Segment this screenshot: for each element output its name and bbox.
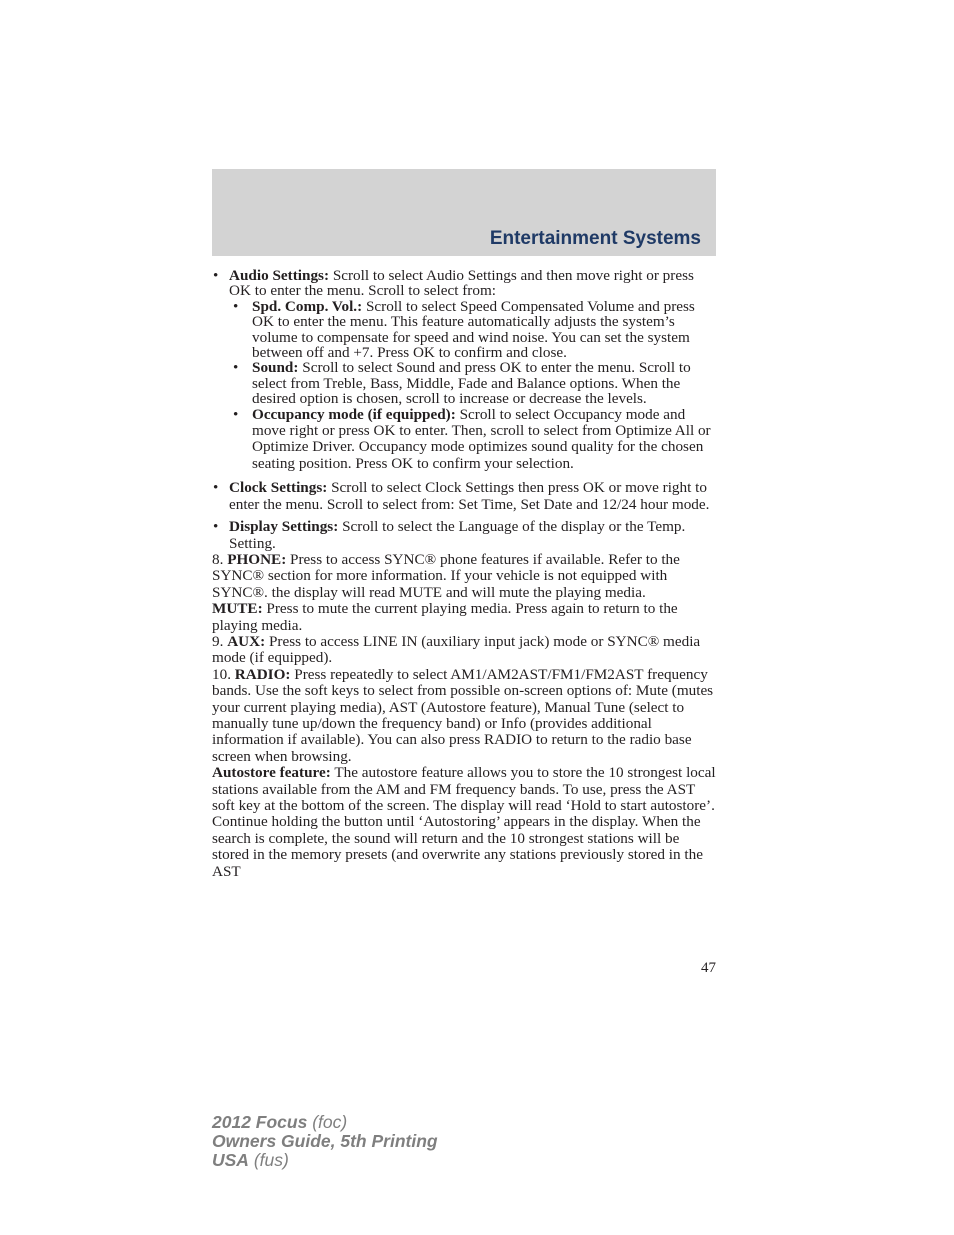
item-label: Sound: (252, 359, 299, 377)
list-item-spd-comp-vol (229, 299, 716, 361)
item-label: Occupancy mode (if equipped): (252, 405, 456, 423)
item-label: Display Settings: (229, 518, 339, 536)
item-text: Press to mute the current playing media. Press again to return to the playing media. (212, 600, 678, 634)
item-text: Scroll to select Clock Settings then press OK or move right to enter the menu. Scroll to select from: Set Time, Set Date and 12/24 hour mode. (229, 479, 710, 513)
item-text: Press to access SYNC® phone features if available. Refer to the SYNC® section for more information. If your vehicle is not equipped with SYNC®. the display will read MUTE and will mute the playing media. (212, 550, 680, 601)
page-body (212, 268, 716, 880)
section-header-band (212, 169, 716, 256)
list-item-occupancy-mode (229, 407, 716, 473)
footer-line-model (212, 1113, 438, 1132)
audio-settings-sublist (229, 299, 716, 472)
settings-list (212, 268, 716, 552)
paragraph-radio (212, 667, 716, 765)
item-label: PHONE: (227, 550, 287, 568)
paragraph-mute (212, 601, 716, 634)
item-label: RADIO: (234, 665, 291, 683)
footer-model-code: (foc) (307, 1112, 348, 1132)
item-text: Scroll to select Sound and press OK to enter the menu. Scroll to select from Treble, Bass, Middle, Fade and Balance options. When the desired option is chosen, scroll to increase or decrease the levels. (252, 359, 691, 408)
footer-market: USA (212, 1150, 249, 1170)
item-text: Press to access LINE IN (auxiliary input jack) mode or SYNC® media mode (if equipped). (212, 632, 701, 667)
item-number: 10. (212, 665, 235, 683)
item-text: Scroll to select Audio Settings and then move right or press OK to enter the menu. Scroll to select from: (229, 267, 694, 300)
list-item-clock-settings (212, 480, 716, 513)
item-text: Scroll to select Speed Compensated Volume and press OK to enter the menu. This feature automatically adjusts the system’s volume to compensate for speed and wind noise. You can set the system between off and +7. Press OK to confirm and close. (252, 297, 695, 362)
list-item-audio-settings (212, 268, 716, 472)
paragraph-autostore (212, 765, 716, 880)
item-label: MUTE: (212, 600, 263, 618)
footer-edition: Owners Guide, 5th Printing (212, 1131, 438, 1151)
footer-market-code: (fus) (248, 1150, 289, 1170)
paragraph-phone (212, 552, 716, 601)
item-label: Spd. Comp. Vol.: (252, 297, 363, 315)
section-title: Entertainment Systems (489, 228, 701, 249)
document-footer (212, 1113, 438, 1170)
footer-line-edition (212, 1132, 438, 1151)
item-text: Press repeatedly to select AM1/AM2AST/FM1/FM2AST frequency bands. Use the soft keys to select from possible on-screen options of: Mute (mutes your current playing media), AST (Autostore feature), Manual Tune (select to manually tune up/down the frequency band) or Info (provides additional information if available). You can also press RADIO to return to the radio base screen when browsing. (212, 665, 714, 765)
footer-line-market (212, 1151, 438, 1170)
item-number: 9. (212, 632, 228, 650)
item-number: 8. (212, 550, 228, 568)
item-text: The autostore feature allows you to store the 10 strongest local stations available from the AM and FM frequency bands. To use, press the AST soft key at the bottom of the screen. The display will read ‘Hold to start autostore’. Continue holding the button until ‘Autostoring’ appears in the display. When the search is complete, the sound will return and the 10 strongest stations will be stored in the memory presets (and overwrite any stations previously stored in the AST (212, 764, 716, 880)
item-label: AUX: (227, 632, 266, 650)
item-label: Clock Settings: (229, 479, 328, 497)
item-text: Scroll to select the Language of the display or the Temp. Setting. (229, 518, 686, 552)
item-label: Autostore feature: (212, 764, 331, 782)
page-number: 47 (701, 960, 716, 976)
footer-model: 2012 Focus (212, 1112, 308, 1132)
item-text: Scroll to select Occupancy mode and move right or press OK to enter. Then, scroll to select from Optimize All or Optimize Driver. Occupancy mode optimizes sound quality for the chosen seating position. Press OK to confirm your selection. (252, 405, 711, 472)
paragraph-aux (212, 634, 716, 667)
item-label: Audio Settings: (229, 267, 330, 284)
list-item-sound (229, 360, 716, 406)
list-item-display-settings (212, 519, 716, 552)
